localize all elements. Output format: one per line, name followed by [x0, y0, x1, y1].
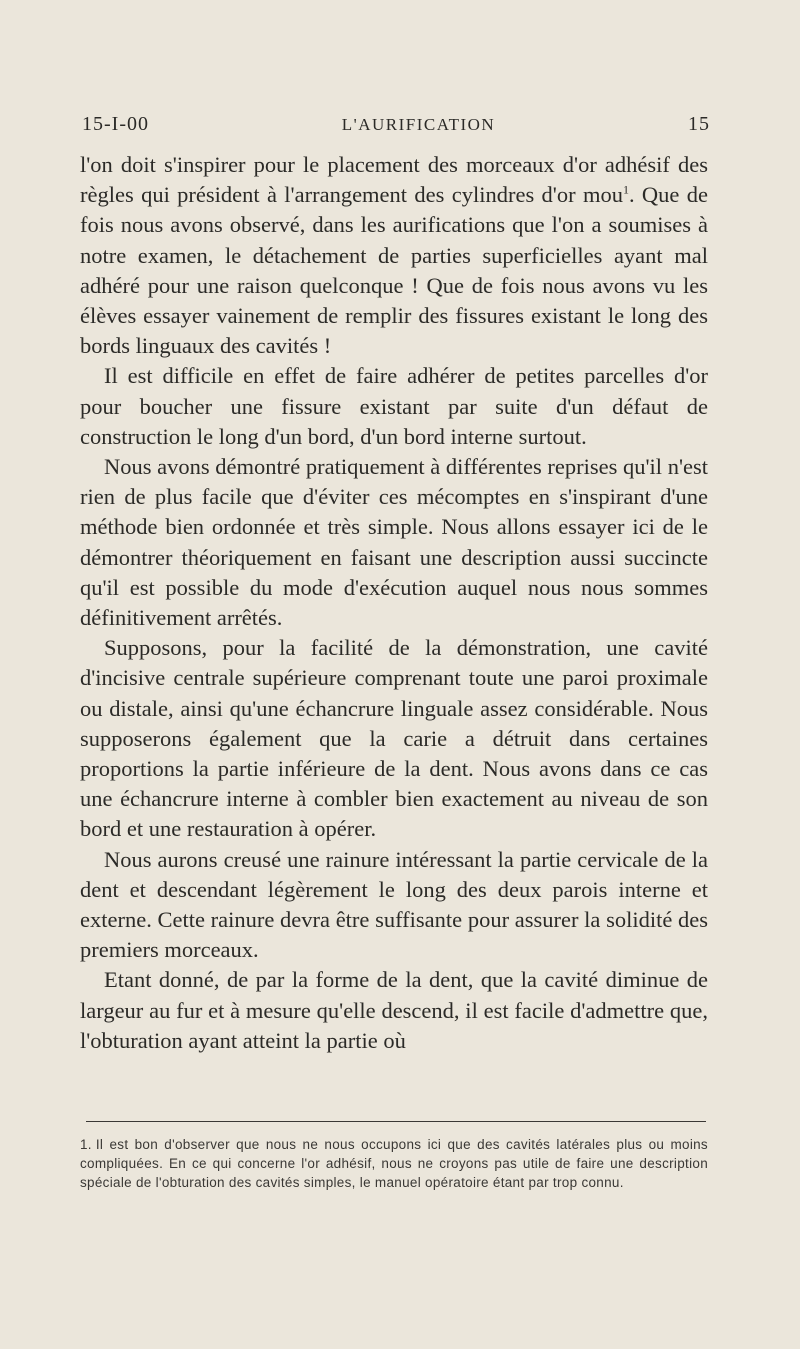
- paragraph-5: Nous aurons creusé une rainure intéressant la partie cervicale de la dent et descendant légèrement le long des deux parois interne et externe. Cette rainure devra être suffisante pour assurer la solidité des premiers morceaux.: [80, 846, 708, 963]
- footnote-text: Il est bon d'observer que nous ne nous occupons ici que des cavités latérales plus ou moins compliquées. En ce qui concerne l'or adhésif, nous ne croyons pas utile de faire une description spéciale de l'obturation des cavités simples, le manuel opératoire étant par trop connu.: [80, 1137, 708, 1190]
- header-date: 15-I-00: [82, 113, 149, 135]
- paragraph-4: Supposons, pour la facilité de la démonstration, une cavité d'incisive centrale supérieure comprenant toute une paroi proximale ou distale, ainsi qu'une échancrure linguale assez considérable. Nous supposerons également que la carie a détruit dans certaines proportions la partie inférieure de la dent. Nous avons dans ce cas une échancrure interne à combler bien exactement au niveau de son bord et une restauration à opérer.: [80, 635, 708, 842]
- page-number: 15: [688, 113, 710, 135]
- footnote-rule: [86, 1121, 706, 1122]
- body-text: [80, 150, 708, 1056]
- paragraph-3: Nous avons démontré pratiquement à différentes reprises qu'il n'est rien de plus facile que d'éviter ces mécomptes en s'inspirant d'une méthode bien ordonnée et très simple. Nous allons essayer ici de le démontrer théoriquement en faisant une description aussi succincte qu'il est possible du mode d'exécution auquel nous nous sommes définitivement arrêtés.: [80, 454, 708, 631]
- footnote-number: 1.: [80, 1137, 92, 1152]
- header-title: L'AURIFICATION: [341, 115, 496, 134]
- footnote: [80, 1135, 708, 1192]
- paragraph-6: Etant donné, de par la forme de la dent, que la cavité diminue de largeur au fur et à mesure qu'elle descend, il est facile d'admettre que, l'obturation ayant atteint la partie où: [80, 967, 708, 1053]
- paragraph-2: Il est difficile en effet de faire adhérer de petites parcelles d'or pour boucher une fissure existant par suite d'un défaut de construction le long d'un bord, d'un bord interne surtout.: [80, 363, 708, 449]
- footnote-ref: 1: [622, 182, 629, 197]
- paragraph-1: l'on doit s'inspirer pour le placement des morceaux d'or adhésif des règles qui président à l'arrangement des cylindres d'or mou$^1$. Que de fois nous avons observé, dans les aurifications que l'on a soumises à notre examen, le détachement de parties superficielles ayant mal adhéré pour une raison quelconque ! Que de fois nous avons vu les élèves essayer vainement de remplir des fissures existant le long des bords linguaux des cavités !: [80, 152, 708, 359]
- running-header: [82, 113, 710, 136]
